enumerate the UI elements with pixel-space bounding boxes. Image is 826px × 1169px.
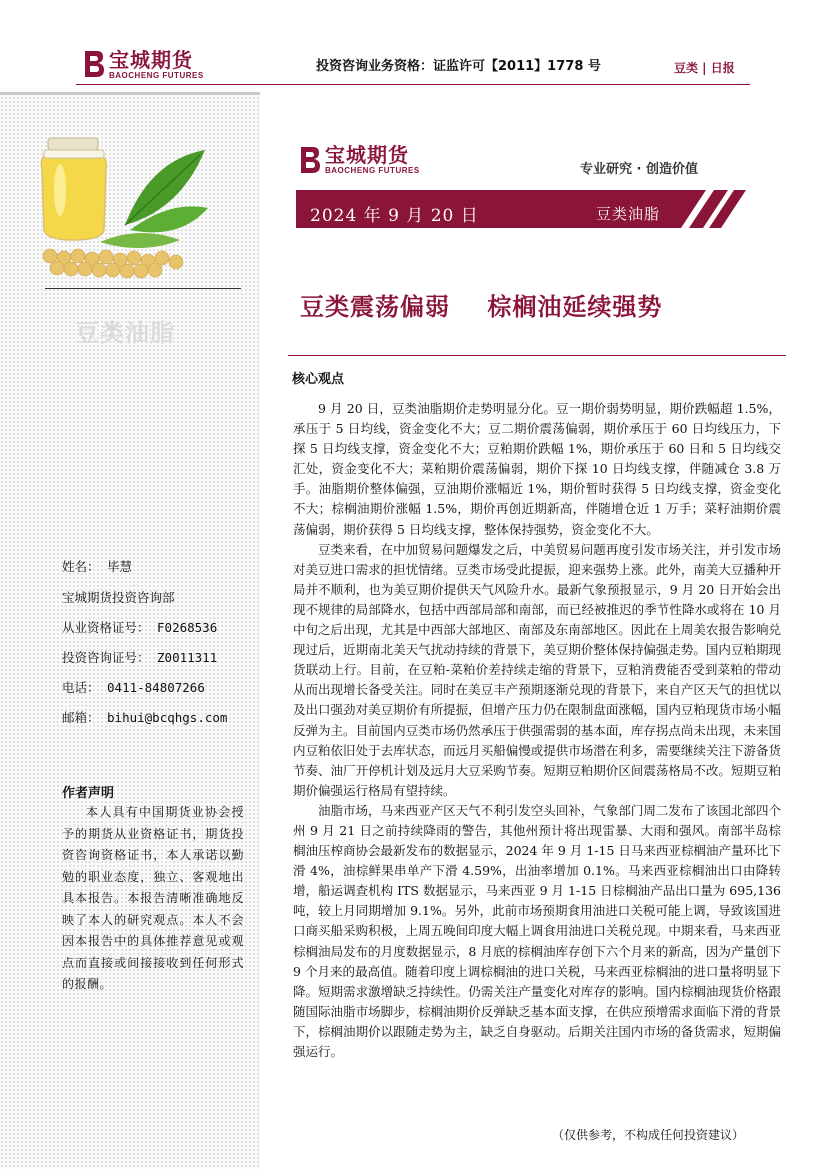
- qualification-text: 投资咨询业务资格：证监许可【2011】1778 号: [316, 59, 601, 74]
- report-category: 豆类 | 日报: [674, 61, 735, 75]
- sidebar-top-border: [0, 92, 260, 95]
- paragraph: 豆类来看，在中加贸易问题爆发之后，中美贸易问题再度引发市场关注，并引发市场对美豆进口需求的担忧情绪。豆类市场受此提振，迎来强势上涨。此外，南美大豆播种开局并不顺利，也为美豆期价提供天气风险升水。最新气象预报显示，9 月 20 日开始会出现不规律的局部降水，包括中西部局部和南部，而已经被推迟的季节性降水或将在 10 月中旬之后出现，尤其是中西部大部地区、南部及东南部地区。因此在上周美农报告影响兑现过后，近期南北美天气扰动持续的背景下，美豆期价整体保持偏强走势。国内豆粕期现货联动上行。目前，在豆粕-菜粕价差持续走缩的背景下，豆粕消费能否受到菜粕的带动从而出现增长备受关注。同时在美豆丰产预期逐渐兑现的背景下，来自产区天气的担忧以及出口强劲对美豆期价有所提振，但增产压力仍在限制盘面涨幅，国内豆粕现货市场小幅反弹为主。目前国内豆类市场仍然承压于供强需弱的基本面，库存拐点尚未出现，未来国内豆粕依旧处于去库状态，而远月买船偏慢或提供市场潜在利多，需要继续关注下游备货节奏、油厂开停机计划及远月大豆采购节奏。短期豆粕期价区间震荡格局不改。短期豆粕期价偏强运行格局有望持续。: [293, 541, 781, 798]
- baocheng-logo-icon: [82, 49, 104, 79]
- report-body: [293, 399, 781, 1062]
- header-logo: [82, 44, 212, 84]
- headline: 豆类震荡偏弱 棕榈油延续强势: [300, 293, 663, 321]
- baocheng-logo-icon: [298, 145, 320, 175]
- phone-number: 电话： 0411-84807266: [62, 680, 205, 695]
- section-title: 核心观点: [292, 372, 345, 387]
- header-divider: [76, 84, 750, 85]
- band-category: 豆类油脂: [596, 205, 661, 223]
- analyst-department: 宝城期货投资咨询部: [62, 590, 175, 605]
- report-date: 2024 年 9 月 20 日: [310, 206, 479, 226]
- slogan: 专业研究 · 创造价值: [580, 162, 698, 177]
- main-logo-en: BAOCHENG FUTURES: [325, 166, 420, 175]
- soybean-oil-illustration: [30, 130, 210, 280]
- disclaimer: （仅供参考，不构成任何投资建议）: [552, 1128, 745, 1142]
- sidebar-title: 豆类油脂: [75, 319, 175, 347]
- declaration-text: 本人具有中国期货业协会授予的期货从业资格证书，期货投资咨询资格证书，本人承诺以勤勉的职业态度，独立、客观地出具本报告。本报告清晰准确地反映了本人的研究观点。本人不会因本报告中的具体推荐意见或观点而直接或间接接收到任何形式的报酬。: [62, 805, 244, 991]
- email-address[interactable]: 邮箱： bihui@bcqhgs.com: [62, 710, 228, 725]
- main-logo: [298, 144, 420, 175]
- headline-divider: [288, 355, 786, 356]
- header-logo-cn: 宝城期货: [109, 47, 193, 72]
- paragraph: 油脂市场，马来西亚产区天气不利引发空头回补，气象部门周二发布了该国北部四个州 9 月 21 日之前持续降雨的警告，其他州预计将出现雷暴、大雨和强风。南部半岛棕榈油压榨商协会最新发布的数据显示，2024 年 9 月 1-15 日马来西亚棕榈油产量环比下滑 4%，油棕鲜果串单产下滑 4.59%，出油率增加 0.1%。马来西亚棕榈油出口由降转增，船运调查机构 ITS 数据显示，马来西亚 9 月 1-15 日棕榈油产品出口量为 695,136 吨，较上月同期增加 9.1%。另外，此前市场预期食用油进口关税可能上调，导致该国进口商买船采购积极，上周五晚间印度大幅上调食用油进口关税兑现。中期来看，马来西亚棕榈油局发布的月度数据显示，8 月底的棕榈油库存创下六个月来的新高，因为产量创下 9 个月来的最高值。随着印度上调棕榈油的进口关税，马来西亚棕榈油的进口量将明显下降。短期需求激增缺乏持续性。仍需关注产量变化对库存的影响。国内棕榈油现货价格跟随国际油脂市场脚步，棕榈油期价反弹缺乏基本面支撑，在供应预增需求面临下滑的背景下，棕榈油期价以跟随走势为主，缺乏自身驱动。后期关注国内市场的备货需求，短期偏强运行。: [293, 802, 781, 1059]
- sidebar-image-divider: [45, 288, 241, 289]
- header-logo-en: BAOCHENG FUTURES: [109, 70, 204, 80]
- paragraph: 9 月 20 日，豆类油脂期价走势明显分化。豆一期价弱势明显，期价跌幅超 1.5%，承压于 5 日均线，资金变化不大；豆二期价震荡偏弱，期价承压于 60 日均线压力，下探 5 日均线支撑，资金变化不大；豆粕期价跌幅 1%，期价承压于 60 日和 5 日均线交汇处，资金变化不大；菜粕期价震荡偏弱，期价下探 10 日均线支撑，伴随减仓 3.8 万手。油脂期价整体偏强，豆油期价涨幅近 1%，期价暂时获得 5 日均线支撑，资金变化不大；棕榈油期价涨幅 1.5%，期价再创近期新高，伴随增仓近 1 万手；菜籽油期价震荡偏弱，期价获得 5 日均线支撑，整体保持强势，资金变化不大。: [293, 401, 781, 537]
- consulting-number: 投资咨询证号： Z0011311: [62, 650, 218, 665]
- main-logo-cn: 宝城期货: [325, 143, 409, 167]
- qualification-number: 从业资格证号： F0268536: [62, 620, 218, 635]
- declaration-title: 作者声明: [62, 786, 115, 801]
- analyst-name: 姓名： 毕慧: [62, 559, 133, 574]
